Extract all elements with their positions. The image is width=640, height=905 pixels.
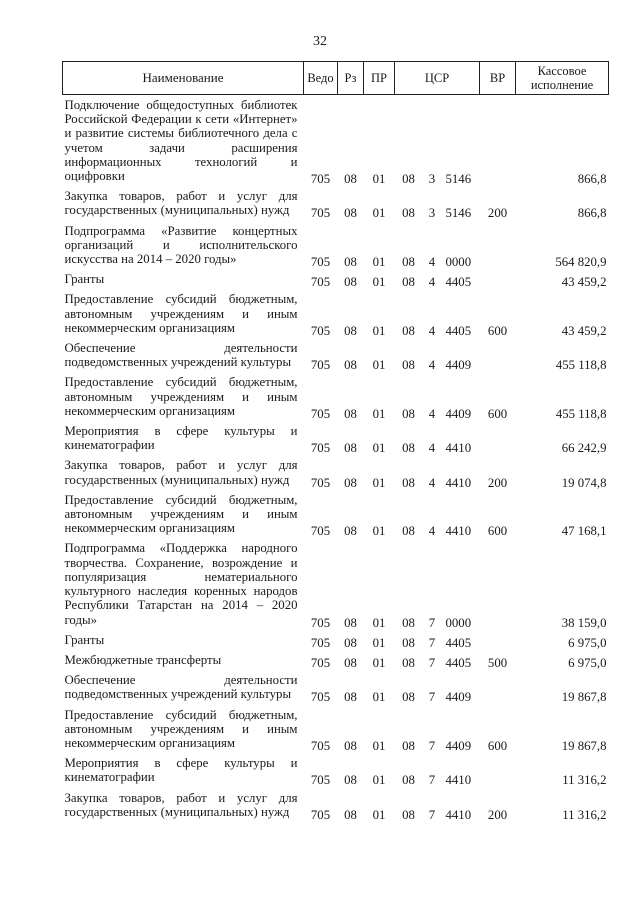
- row-vr: [480, 753, 516, 787]
- row-csr-program: 08: [402, 738, 415, 753]
- row-csr-subprogram: 3: [428, 206, 436, 221]
- row-vr: 600: [487, 406, 508, 421]
- row-ved: 705: [310, 615, 331, 630]
- header-csr: ЦСР: [395, 62, 480, 95]
- row-pr: 01: [372, 738, 386, 753]
- row-amount: 6 975,0: [568, 655, 607, 670]
- row-pr: 01: [372, 475, 386, 490]
- row-ved: 705: [310, 773, 331, 788]
- row-rz: 08: [344, 475, 357, 490]
- row-csr-direction: 4405: [445, 655, 472, 670]
- row-rz: 08: [344, 172, 357, 187]
- row-csr-program: 08: [402, 615, 415, 630]
- table-row: [63, 538, 609, 629]
- row-csr-program: 08: [402, 206, 415, 221]
- row-amount: 43 459,2: [561, 275, 607, 290]
- row-csr-direction: 4410: [445, 441, 472, 456]
- row-name: Межбюджетные трансферты: [64, 652, 222, 667]
- row-csr-subprogram: 7: [428, 807, 436, 822]
- row-rz: 08: [344, 690, 357, 705]
- row-vr: 200: [487, 807, 508, 822]
- row-ved: 705: [310, 738, 331, 753]
- row-csr-subprogram: 4: [428, 358, 436, 373]
- row-ved: 705: [310, 255, 331, 270]
- row-rz: 08: [344, 275, 357, 290]
- row-csr-program: 08: [402, 475, 415, 490]
- row-rz: 08: [344, 206, 357, 221]
- row-rz: 08: [344, 807, 357, 822]
- row-vr: 600: [487, 323, 508, 338]
- table-row: [63, 705, 609, 754]
- row-amount: 866,8: [577, 172, 607, 187]
- row-rz: 08: [344, 255, 357, 270]
- table-row: [63, 490, 609, 539]
- row-pr: 01: [372, 206, 386, 221]
- row-vr: [480, 95, 516, 187]
- table-row: [63, 372, 609, 421]
- row-csr-subprogram: 7: [428, 738, 436, 753]
- row-amount: 455 118,8: [555, 358, 607, 373]
- row-pr: 01: [372, 773, 386, 788]
- row-csr-subprogram: 4: [428, 323, 436, 338]
- header-rz: Рз: [338, 62, 364, 95]
- row-csr-program: 08: [402, 773, 415, 788]
- row-csr-direction: 4405: [445, 635, 472, 650]
- row-vr: [480, 670, 516, 704]
- row-rz: 08: [344, 358, 357, 373]
- row-csr-direction: 0000: [445, 615, 472, 630]
- row-csr-direction: 4409: [445, 690, 472, 705]
- row-amount: 11 316,2: [562, 807, 607, 822]
- row-rz: 08: [344, 615, 357, 630]
- row-amount: 43 459,2: [561, 323, 607, 338]
- row-csr-direction: 4405: [445, 323, 472, 338]
- table-row: [63, 221, 609, 270]
- table-row: [63, 338, 609, 372]
- row-name: Мероприятия в сфере культуры и кинематографии: [64, 756, 298, 785]
- row-ved: 705: [310, 275, 331, 290]
- row-vr: 200: [487, 206, 508, 221]
- budget-table: [62, 61, 609, 822]
- row-vr: 500: [487, 655, 508, 670]
- row-ved: 705: [310, 655, 331, 670]
- header-ved: Ведо: [304, 62, 338, 95]
- row-vr: [480, 630, 516, 650]
- row-csr-program: 08: [402, 441, 415, 456]
- row-ved: 705: [310, 475, 331, 490]
- row-csr-program: 08: [402, 358, 415, 373]
- row-vr: 200: [487, 475, 508, 490]
- table-row: [63, 753, 609, 787]
- row-csr-program: 08: [402, 323, 415, 338]
- row-ved: 705: [310, 172, 331, 187]
- row-pr: 01: [372, 441, 386, 456]
- row-rz: 08: [344, 773, 357, 788]
- table-row: [63, 650, 609, 670]
- row-amount: 11 316,2: [562, 773, 607, 788]
- row-ved: 705: [310, 358, 331, 373]
- row-amount: 455 118,8: [555, 406, 607, 421]
- row-amount: 38 159,0: [561, 615, 607, 630]
- row-vr: [480, 269, 516, 289]
- table-row: [63, 95, 609, 187]
- table-row: [63, 788, 609, 822]
- table-row: [63, 269, 609, 289]
- row-name: Обеспечение деятельности подведомственных учреждений культуры: [64, 673, 298, 702]
- table-row: [63, 670, 609, 704]
- row-csr-subprogram: 4: [428, 524, 436, 539]
- row-name: Предоставление субсидий бюджетным, автономным учреждениям и иным некоммерческим организациям: [64, 292, 298, 335]
- row-name: Гранты: [64, 272, 105, 287]
- row-name: Подпрограмма «Развитие концертных организаций и исполнительского искусства на 2014 – 2020 годы»: [64, 223, 298, 267]
- row-pr: 01: [372, 275, 386, 290]
- row-rz: 08: [344, 524, 357, 539]
- row-csr-direction: 4409: [445, 738, 472, 753]
- row-ved: 705: [310, 406, 331, 421]
- row-name: Закупка товаров, работ и услуг для государственных (муниципальных) нужд: [64, 458, 298, 487]
- row-pr: 01: [372, 615, 386, 630]
- row-amount: 47 168,1: [561, 524, 607, 539]
- row-csr-subprogram: 4: [428, 475, 436, 490]
- row-name: Предоставление субсидий бюджетным, автономным учреждениям и иным некоммерческим организациям: [64, 707, 298, 750]
- header-vr: ВР: [480, 62, 516, 95]
- row-pr: 01: [372, 323, 386, 338]
- row-pr: 01: [372, 406, 386, 421]
- row-csr-program: 08: [402, 255, 415, 270]
- row-csr-subprogram: 7: [428, 635, 436, 650]
- row-name: Подключение общедоступных библиотек Российской Федерации к сети «Интернет» и развитие системы библиотечного дела с учетом задачи расширения информационных технологий и оцифровки: [64, 98, 298, 184]
- row-rz: 08: [344, 406, 357, 421]
- row-vr: 600: [487, 524, 508, 539]
- row-csr-subprogram: 4: [428, 275, 436, 290]
- row-rz: 08: [344, 635, 357, 650]
- row-csr-program: 08: [402, 655, 415, 670]
- row-csr-subprogram: 4: [428, 441, 436, 456]
- page-number: 32: [313, 34, 327, 49]
- row-csr-subprogram: 4: [428, 255, 436, 270]
- row-ved: 705: [310, 441, 331, 456]
- row-amount: 19 074,8: [561, 475, 607, 490]
- row-csr-direction: 5146: [445, 172, 472, 187]
- row-name: Обеспечение деятельности подведомственных учреждений культуры: [64, 341, 298, 370]
- row-csr-program: 08: [402, 275, 415, 290]
- row-rz: 08: [344, 738, 357, 753]
- table-row: [63, 186, 609, 220]
- row-pr: 01: [372, 255, 386, 270]
- row-vr: [480, 338, 516, 372]
- row-ved: 705: [310, 807, 331, 822]
- row-amount: 6 975,0: [568, 635, 607, 650]
- row-csr-program: 08: [402, 690, 415, 705]
- row-csr-direction: 4410: [445, 773, 472, 788]
- row-amount: 564 820,9: [555, 255, 607, 270]
- row-pr: 01: [372, 655, 386, 670]
- row-csr-subprogram: 7: [428, 655, 436, 670]
- row-amount: 66 242,9: [561, 441, 607, 456]
- row-pr: 01: [372, 635, 386, 650]
- header-pr: ПР: [364, 62, 395, 95]
- row-csr-direction: 4405: [445, 275, 472, 290]
- row-name: Предоставление субсидий бюджетным, автономным учреждениям и иным некоммерческим организациям: [64, 375, 298, 418]
- table-body: [63, 95, 609, 822]
- row-csr-subprogram: 3: [428, 172, 436, 187]
- row-name: Гранты: [64, 632, 105, 647]
- row-name: Предоставление субсидий бюджетным, автономным учреждениям и иным некоммерческим организациям: [64, 492, 298, 536]
- row-rz: 08: [344, 323, 357, 338]
- row-csr-program: 08: [402, 172, 415, 187]
- row-name: Подпрограмма «Поддержка народного творчества. Сохранение, возрождение и популяризация нематериального культурного наследия коренных народов Республики Татарстан на 2014 – 2020 годы»: [64, 541, 298, 627]
- row-pr: 01: [372, 524, 386, 539]
- row-vr: [480, 538, 516, 629]
- row-amount: 19 867,8: [561, 738, 607, 753]
- row-rz: 08: [344, 441, 357, 456]
- row-ved: 705: [310, 206, 331, 221]
- table-row: [63, 289, 609, 338]
- row-csr-direction: 4409: [445, 406, 472, 421]
- row-amount: 866,8: [577, 206, 607, 221]
- table-row: [63, 421, 609, 455]
- row-amount: 19 867,8: [561, 690, 607, 705]
- row-csr-direction: 4410: [445, 807, 472, 822]
- row-ved: 705: [310, 524, 331, 539]
- header-amount: Кассовое исполнение: [516, 62, 609, 95]
- row-ved: 705: [310, 690, 331, 705]
- row-ved: 705: [310, 323, 331, 338]
- row-name: Закупка товаров, работ и услуг для государственных (муниципальных) нужд: [64, 189, 298, 218]
- row-csr-program: 08: [402, 635, 415, 650]
- row-rz: 08: [344, 655, 357, 670]
- table-row: [63, 455, 609, 489]
- row-csr-program: 08: [402, 807, 415, 822]
- table-header: [63, 62, 609, 95]
- row-name: Мероприятия в сфере культуры и кинематографии: [64, 424, 298, 453]
- row-vr: 600: [487, 738, 508, 753]
- row-csr-direction: 5146: [445, 206, 472, 221]
- table-row: [63, 630, 609, 650]
- row-csr-program: 08: [402, 524, 415, 539]
- header-name: Наименование: [63, 62, 304, 95]
- row-vr: [480, 421, 516, 455]
- row-pr: 01: [372, 807, 386, 822]
- row-csr-direction: 4410: [445, 524, 472, 539]
- row-csr-program: 08: [402, 406, 415, 421]
- row-csr-subprogram: 7: [428, 690, 436, 705]
- row-name: Закупка товаров, работ и услуг для государственных (муниципальных) нужд: [64, 790, 298, 819]
- row-csr-direction: 4409: [445, 358, 472, 373]
- row-pr: 01: [372, 690, 386, 705]
- row-csr-direction: 0000: [445, 255, 472, 270]
- row-csr-subprogram: 7: [428, 773, 436, 788]
- row-ved: 705: [310, 635, 331, 650]
- row-pr: 01: [372, 172, 386, 187]
- row-pr: 01: [372, 358, 386, 373]
- row-vr: [480, 221, 516, 270]
- row-csr-direction: 4410: [445, 475, 472, 490]
- row-csr-subprogram: 4: [428, 406, 436, 421]
- row-csr-subprogram: 7: [428, 615, 436, 630]
